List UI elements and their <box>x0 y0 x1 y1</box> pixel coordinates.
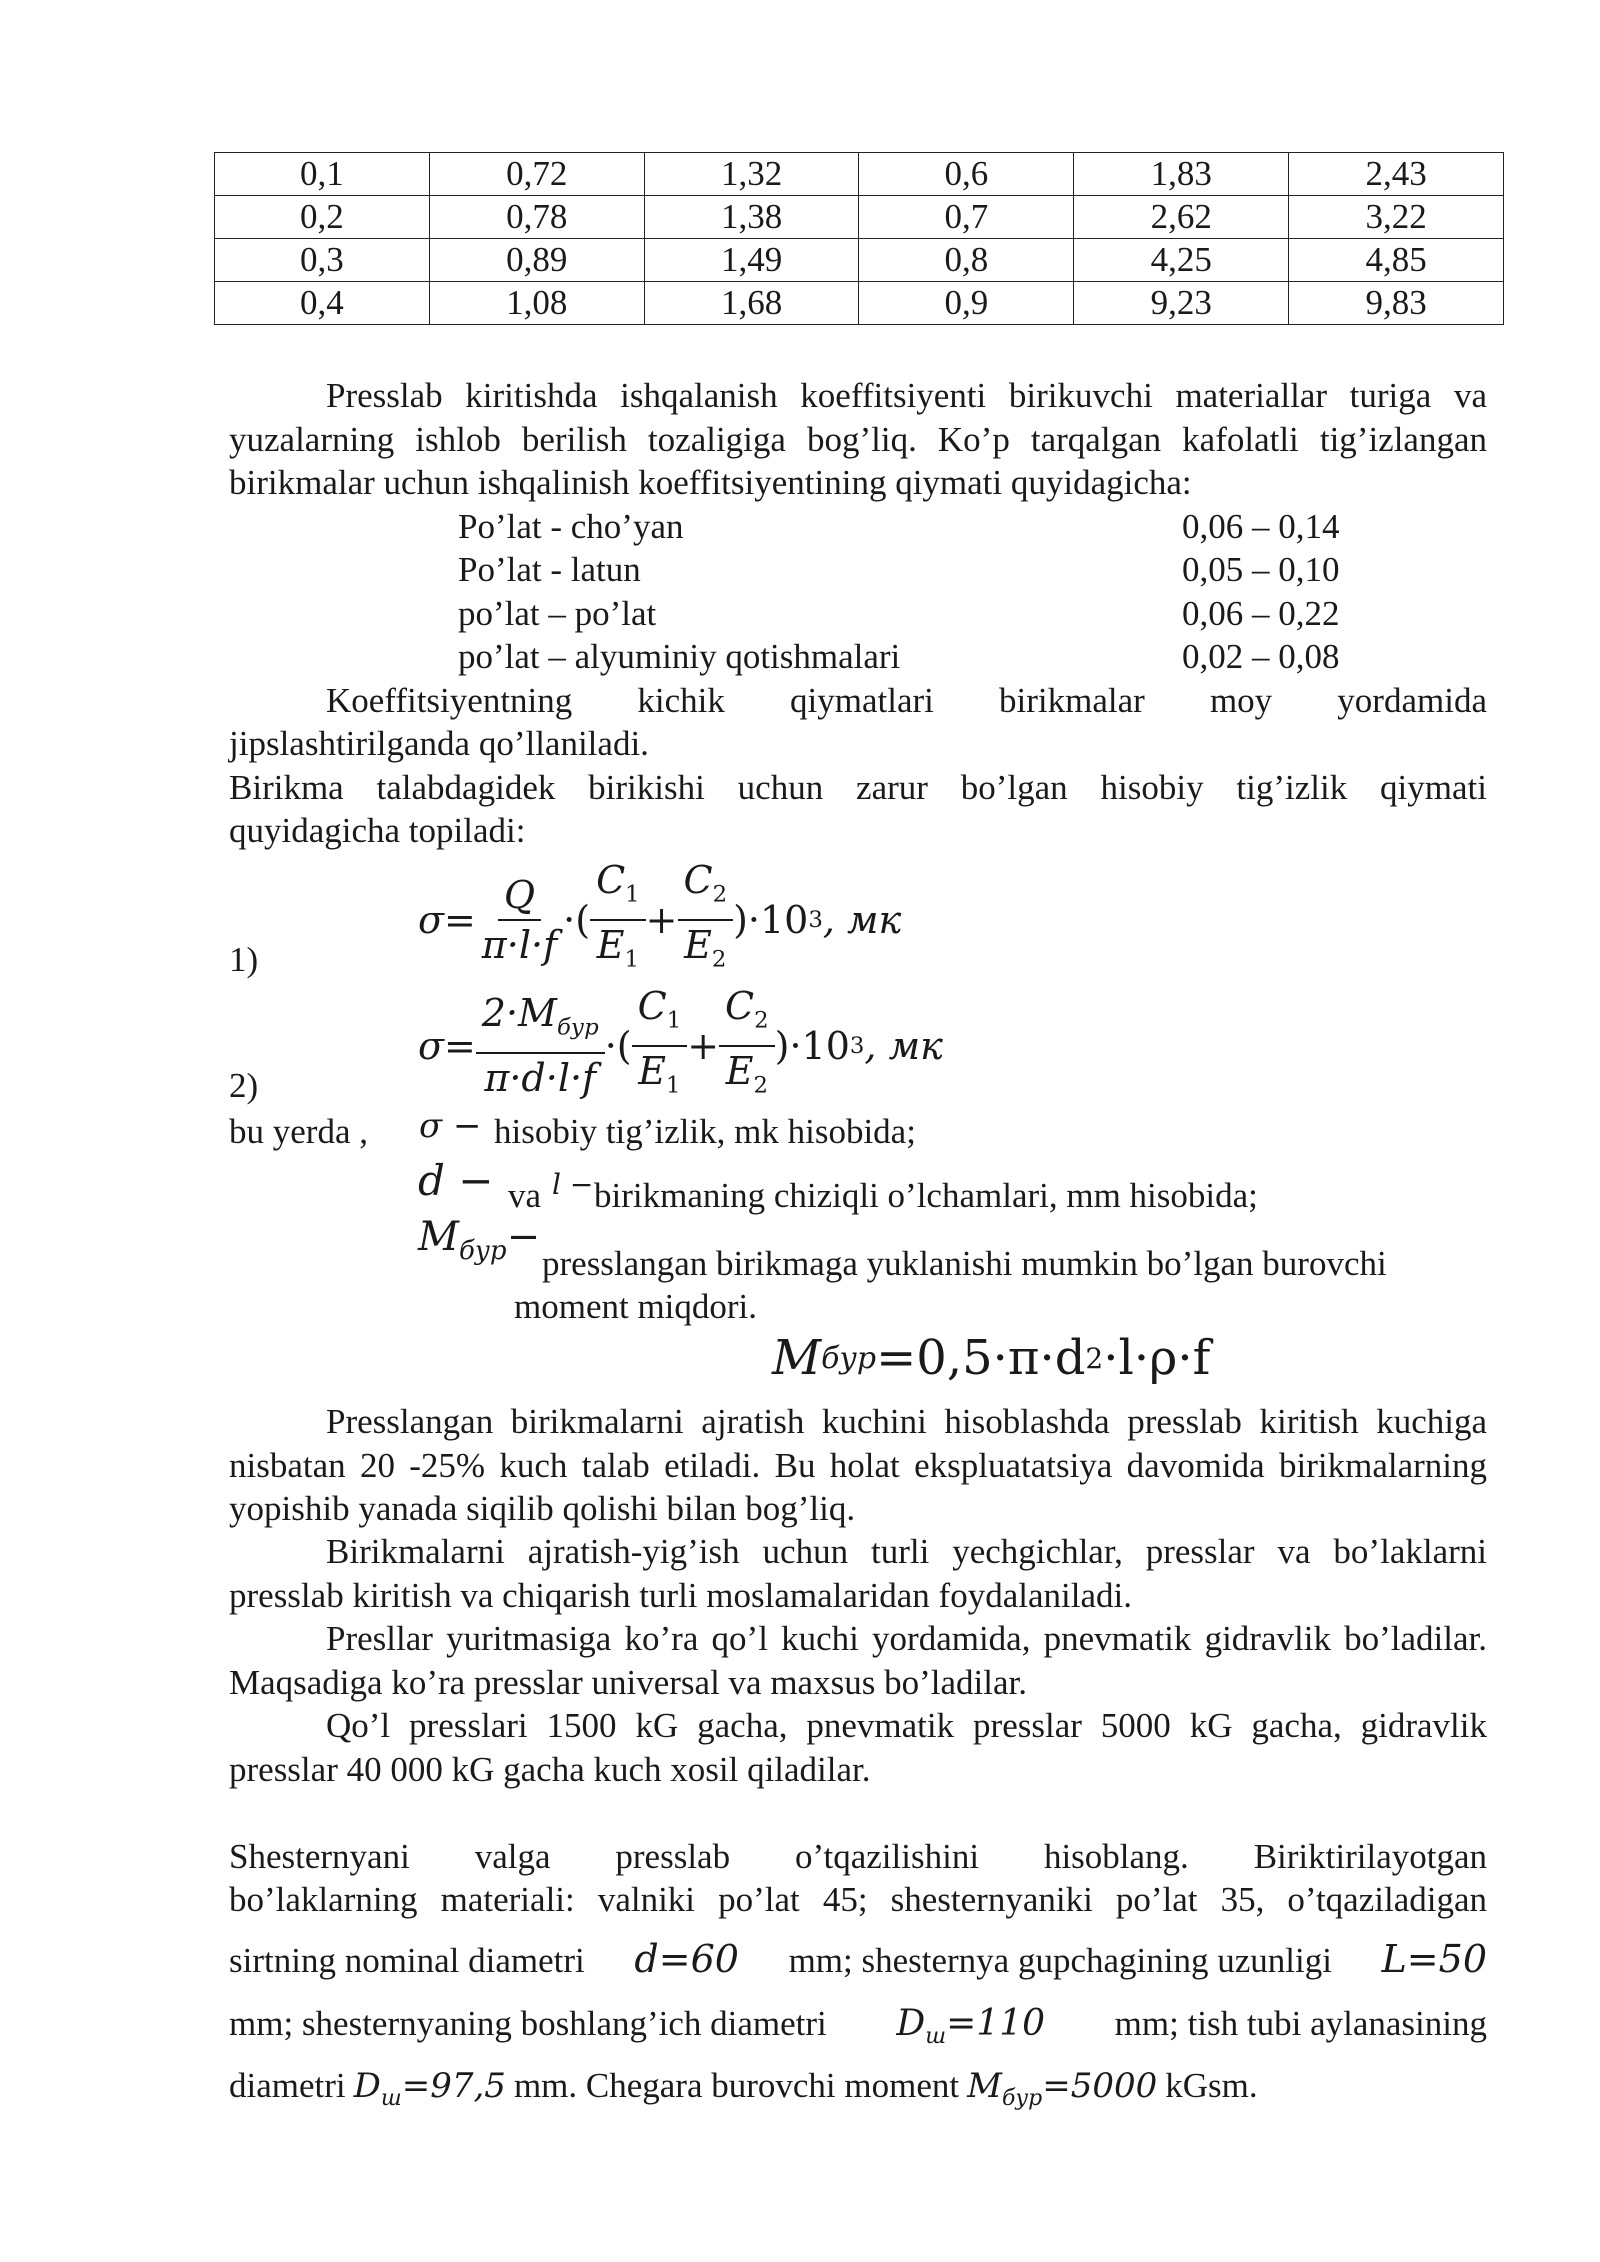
exponent-2: 2 <box>1085 1341 1104 1375</box>
value: =110 <box>946 2003 1046 2044</box>
numerator-c2 <box>719 982 775 1047</box>
m-letter: M <box>967 2066 1002 2106</box>
two-m: 2·M <box>481 991 557 1036</box>
paragraph-small-values-line2: jipslashtirilganda qo’llaniladi. <box>229 724 649 763</box>
task-d-value: d=60 <box>634 1937 739 1981</box>
paragraph-press-types: Presllar yuritmasiga ko’ra qo’l kuchi yordamida, pnevmatik gidravlik bo’ladilar. Maqsadiga ko’ra presslar universal va maxsus bo’ladilar. <box>229 1619 1487 1702</box>
paragraph-friction-intro: Presslab kiritishda ishqalanish koeffitsiyenti birikuvchi materiallar turiga va yuzalarning ishlob berilish tozaligiga bog’liq. Ko’p tarqalgan kafolatli tig’izlangan birikmalar uchun ishqalinish koeffitsiyentining qiymati quyidagicha: <box>229 376 1487 502</box>
table-row <box>215 153 1504 196</box>
task-line1: Shesternyani valga presslab o’tqazilishini hisoblang. Biriktirilayotgan <box>229 1837 1487 1876</box>
table-cell: 1,32 <box>644 153 859 196</box>
moment-formula-body: =0,5·π·d <box>876 1330 1086 1386</box>
subscript-1: 1 <box>624 946 639 973</box>
task-l4-text-a: mm; shesternyaning boshlang’ich diametri <box>229 2004 827 2043</box>
va-word: va <box>508 1176 542 1215</box>
l-dash: l − <box>552 1168 594 1201</box>
task-l3-text-b: mm; shesternya gupchagining uzunligi <box>788 1941 1332 1980</box>
e-letter: E <box>596 922 625 967</box>
table-cell: 0,1 <box>215 153 430 196</box>
task-l5-text-a: diametri <box>229 2066 346 2105</box>
sigma-dash: σ − <box>419 1106 482 1146</box>
fraction-c2-e2 <box>678 856 734 983</box>
sigma-symbol: σ <box>418 1023 444 1068</box>
m-description-line2: moment miqdori. <box>514 1287 758 1326</box>
values-table-body <box>215 153 1504 325</box>
friction-pair-4: po’lat – alyuminiy qotishmalari <box>458 637 901 676</box>
subscript-1: 1 <box>666 1007 682 1034</box>
table-cell: 0,78 <box>429 196 644 239</box>
equals-sign: = <box>443 897 476 942</box>
subscript-bur: бур <box>821 1340 877 1376</box>
table-cell: 0,7 <box>859 196 1074 239</box>
sigma-description: hisobiy tig’izlik, mk hisobida; <box>494 1112 916 1151</box>
table-cell: 9,83 <box>1289 282 1504 325</box>
formula-2-label: 2) <box>229 1066 259 1105</box>
denominator-pdlf: π·d·l·f <box>484 1055 597 1100</box>
table-cell: 0,72 <box>429 153 644 196</box>
e-letter: E <box>638 1048 667 1093</box>
table-cell: 0,3 <box>215 239 430 282</box>
m-description-line1: presslangan birikmaga yuklanishi mumkin bo’lgan burovchi <box>542 1244 1387 1283</box>
subscript-2: 2 <box>711 946 727 973</box>
fraction-c1-e1 <box>632 982 688 1109</box>
table-cell: 2,43 <box>1289 153 1504 196</box>
value: =97,5 <box>401 2066 506 2106</box>
subscript-2: 2 <box>712 881 728 908</box>
unit-mk: , мк <box>822 897 902 942</box>
value: =5000 <box>1042 2066 1158 2106</box>
numerator-c1 <box>590 856 646 921</box>
m-letter: M <box>772 1330 822 1386</box>
table-cell: 0,6 <box>859 153 1074 196</box>
unit-mk: , мк <box>864 1023 943 1068</box>
friction-value-3: 0,06 – 0,22 <box>1182 594 1340 633</box>
numerator-c1 <box>632 982 688 1047</box>
moment-formula <box>772 1330 1210 1386</box>
table-cell: 0,8 <box>859 239 1074 282</box>
open-paren: ·( <box>604 1023 632 1068</box>
task-line2: bo’laklarning materiali: valniki po’lat 45; shesternyaniki po’lat 35, o’tqaziladigan <box>229 1880 1487 1919</box>
paragraph-small-values-line1: Koeffitsiyentning kichik qiymatlari birikmalar moy yordamida <box>326 681 1487 720</box>
m-bur-symbol <box>418 1214 540 1266</box>
subscript-sh: ш <box>925 2024 947 2050</box>
subscript-bur: бур <box>1001 2085 1043 2111</box>
task-line3 <box>229 1938 1487 1983</box>
equals-sign: = <box>443 1023 476 1068</box>
paragraph-separation-force: Presslangan birikmalarni ajratish kuchini hisoblashda presslab kiritish kuchiga nisbatan 20 -25% kuch talab etiladi. Bu holat ekspluatatsiya davomida birikmalarning yopishib yanada siqilib qolishi bilan bog’liq. <box>229 1402 1487 1528</box>
close-power: )·10 <box>733 897 809 942</box>
table-cell: 1,38 <box>644 196 859 239</box>
e-letter: E <box>725 1048 754 1093</box>
task-d-sh-value-2 <box>354 2065 506 2120</box>
fraction-c1-e1 <box>590 856 646 983</box>
friction-value-2: 0,05 – 0,10 <box>1182 550 1340 589</box>
c-letter: C <box>596 858 626 902</box>
d-letter: D <box>353 2066 381 2106</box>
subscript-2: 2 <box>753 1072 768 1099</box>
subscript-1: 1 <box>625 881 640 908</box>
subscript-bur: бур <box>458 1236 507 1266</box>
subscript-1: 1 <box>666 1072 681 1099</box>
friction-value-1: 0,06 – 0,14 <box>1182 507 1340 546</box>
c-letter: C <box>725 984 755 1028</box>
d-letter: D <box>896 2003 926 2044</box>
subscript-2: 2 <box>754 1007 769 1034</box>
table-cell: 2,62 <box>1074 196 1289 239</box>
friction-pair-2: Po’lat - latun <box>458 550 641 589</box>
table-cell: 0,2 <box>215 196 430 239</box>
plus-sign: + <box>687 1023 720 1068</box>
table-cell: 0,89 <box>429 239 644 282</box>
table-cell: 9,23 <box>1074 282 1289 325</box>
subscript-sh: ш <box>380 2085 402 2111</box>
formula-1-label: 1) <box>229 940 259 979</box>
e-letter: E <box>684 922 712 967</box>
m-letter: M <box>418 1214 459 1260</box>
paragraph-tightness-line2: quyidagicha topiladi: <box>229 811 526 850</box>
table-cell: 3,22 <box>1289 196 1504 239</box>
paragraph-press-forces: Qo’l presslari 1500 kG gacha, pnevmatik presslar 5000 kG gacha, gidravlik presslar 40 000 kG gacha kuch xosil qiladilar. <box>229 1706 1487 1789</box>
task-line5 <box>229 2064 1258 2120</box>
c-letter: C <box>637 984 667 1028</box>
formula-2 <box>418 982 943 1109</box>
denominator-e2 <box>720 1047 774 1110</box>
numerator-2m <box>476 989 605 1054</box>
dl-description: birikmaning chiziqli o’lchamlari, mm hisobida; <box>594 1176 1258 1215</box>
where-label: bu yerda , <box>229 1112 368 1151</box>
denominator-plf: π·l·f <box>481 922 558 967</box>
table-row <box>215 282 1504 325</box>
denominator-e1 <box>591 921 645 984</box>
sigma-symbol: σ <box>418 897 444 942</box>
table-row <box>215 239 1504 282</box>
task-l5-text-c: kGsm. <box>1165 2066 1258 2105</box>
task-m-bur-value <box>967 2065 1157 2120</box>
fraction-2m <box>476 989 605 1102</box>
friction-value-4: 0,02 – 0,08 <box>1182 637 1340 676</box>
table-cell: 1,49 <box>644 239 859 282</box>
table-cell: 4,85 <box>1289 239 1504 282</box>
fraction-c2-e2 <box>719 982 775 1109</box>
table-row <box>215 196 1504 239</box>
c-letter: C <box>683 858 713 902</box>
close-power: )·10 <box>774 1023 850 1068</box>
open-paren: ·( <box>563 897 591 942</box>
table-cell: 1,08 <box>429 282 644 325</box>
table-cell: 0,9 <box>859 282 1074 325</box>
task-l4-text-b: mm; tish tubi aylanasining <box>1114 2004 1487 2043</box>
paragraph-tools: Birikmalarni ajratish-yig’ish uchun turli yechgichlar, presslar va bo’laklarni presslab kiritish va chiqarish turli moslamalaridan foydalaniladi. <box>229 1532 1487 1615</box>
plus-sign: + <box>645 897 678 942</box>
denominator-e1 <box>632 1047 686 1110</box>
task-d-sh-value <box>896 2002 1045 2059</box>
numerator-c2 <box>678 856 734 921</box>
subscript-bur: бур <box>556 1014 599 1041</box>
denominator-e2 <box>678 921 732 984</box>
table-cell: 0,4 <box>215 282 430 325</box>
task-l-value: L=50 <box>1381 1937 1487 1981</box>
task-l3-text-a: sirtning nominal diametri <box>229 1941 585 1980</box>
task-line4 <box>229 2002 1487 2059</box>
friction-pair-1: Po’lat - cho’yan <box>458 507 684 546</box>
d-dash: d − <box>418 1156 494 1205</box>
formula-1 <box>418 856 901 983</box>
table-cell: 1,68 <box>644 282 859 325</box>
table-cell: 1,83 <box>1074 153 1289 196</box>
exponent-3: 3 <box>808 906 823 933</box>
moment-formula-tail: ·l·ρ·f <box>1103 1330 1211 1386</box>
numerator-q: Q <box>498 871 541 921</box>
paragraph-tightness-line1: Birikma talabdagidek birikishi uchun zarur bo’lgan hisobiy tig’izlik qiymati <box>229 768 1487 807</box>
friction-pair-3: po’lat – po’lat <box>458 594 657 633</box>
fraction-q <box>476 871 563 969</box>
dash: − <box>506 1214 541 1260</box>
task-l5-text-b: mm. Chegara burovchi moment <box>513 2066 960 2105</box>
values-table <box>214 152 1504 325</box>
exponent-3: 3 <box>849 1032 865 1059</box>
table-cell: 4,25 <box>1074 239 1289 282</box>
